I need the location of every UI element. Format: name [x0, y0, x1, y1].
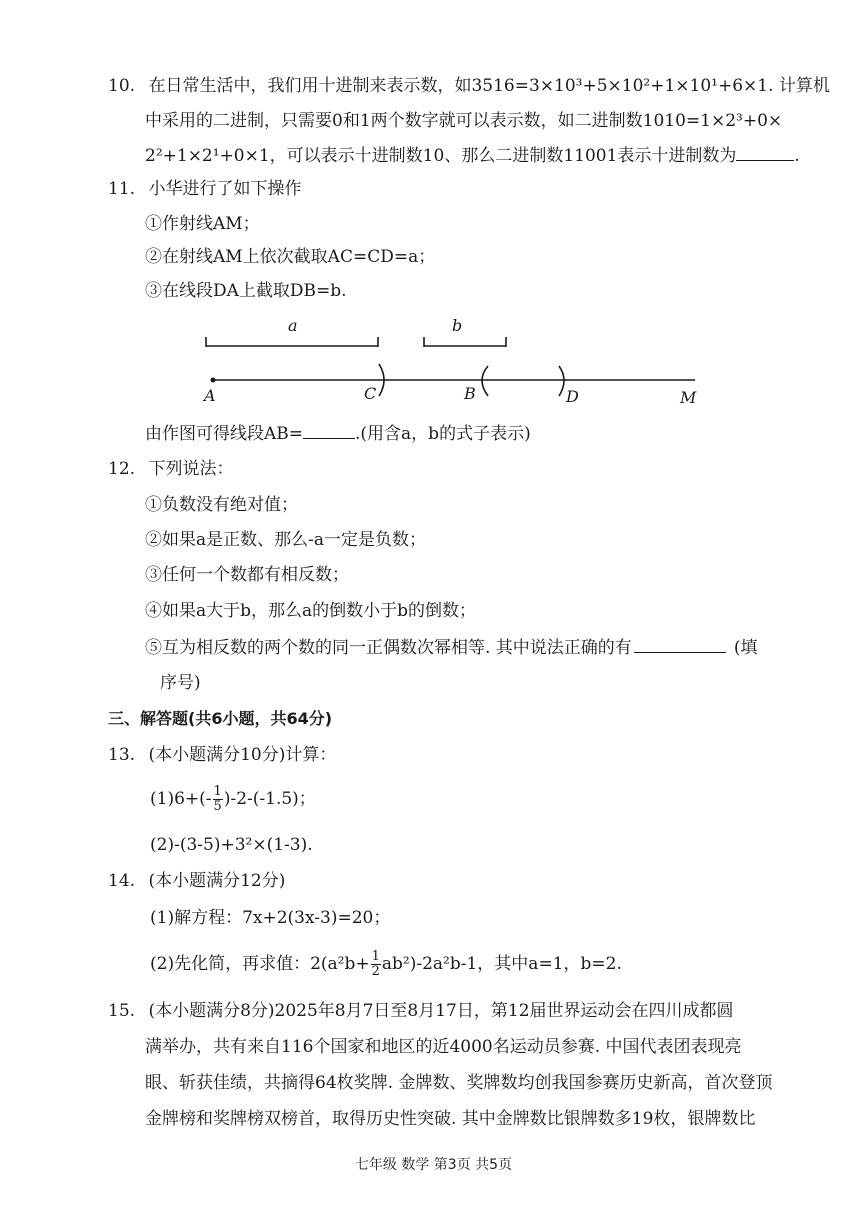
q10-answer-blank[interactable]: [736, 160, 794, 161]
point-A: [211, 378, 216, 383]
q13-part1-a: (1)6+(-: [150, 789, 212, 809]
q15-line1: [108, 1000, 734, 1022]
q10-line3: [145, 145, 800, 167]
q11-number: 11.: [108, 179, 136, 199]
q12-number: 12.: [108, 459, 136, 479]
q11-ask-end: .(用含a，b的式子表示): [355, 424, 531, 444]
q14-heading: (本小题满分12分): [148, 871, 286, 891]
q14-frac-den: 2: [371, 964, 380, 979]
q14-part2-a: (2)先化简，再求值：2(a²b+: [150, 954, 370, 974]
q10-text-3: 2²+1×2¹+0×1，可以表示十进制数10、那么二进制数11001表示十进制数为: [145, 146, 737, 166]
q14-fraction: [371, 950, 381, 979]
q11-construction-figure: [190, 310, 720, 410]
arc-B: [482, 366, 488, 396]
q10-period: .: [794, 146, 800, 166]
q13-frac-den: 5: [213, 799, 222, 814]
q15-text-2: 满举办，共有来自116个国家和地区的近4000名运动员参赛. 中国代表团表现亮: [145, 1037, 742, 1057]
q12-intro: 下列说法：: [148, 459, 234, 479]
page-footer: 七年级 数学 第3页 共5页: [354, 1157, 513, 1173]
q13-part1-b: )-2-(-1.5)；: [223, 789, 316, 809]
q13-part2: (2)-(3-5)+3²×(1-3).: [150, 835, 313, 855]
q12-line1: [108, 458, 233, 480]
label-a: a: [288, 316, 298, 335]
q12-item1: ①负数没有绝对值；: [145, 495, 298, 515]
q12-item2: ②如果a是正数、那么-a一定是负数；: [145, 530, 427, 550]
q12-item5-cont: 序号): [160, 673, 201, 693]
q14-frac-num: 1: [371, 949, 380, 964]
q14-line1: [108, 870, 285, 892]
label-M: M: [680, 388, 697, 407]
q11-intro: 小华进行了如下操作: [148, 179, 302, 199]
q15-text-4: 金牌榜和奖牌榜双榜首，取得历史性突破. 其中金牌数比银牌数多19枚，银牌数比: [145, 1109, 756, 1129]
q13-heading: (本小题满分10分)计算：: [148, 745, 337, 765]
section3-heading: 三、解答题(共6小题，共64分): [108, 709, 333, 728]
q14-part2-b: ab²)-2a²b-1，其中a=1，b=2.: [381, 954, 622, 974]
q11-question: [145, 423, 531, 445]
label-C: C: [364, 384, 377, 403]
q11-step1: ①作射线AM；: [145, 214, 260, 234]
q12-item4: ④如果a大于b，那么a的倒数小于b的倒数；: [145, 601, 477, 621]
q10-number: 10.: [108, 76, 136, 96]
q13-number: 13.: [108, 745, 136, 765]
q11-step2: ②在射线AM上依次截取AC=CD=a；: [145, 247, 436, 267]
q10-text-2: 中采用的二进制，只需要0和1两个数字就可以表示数，如二进制数1010=1×2³+0×: [145, 111, 783, 131]
q11-ask: 由作图可得线段AB=: [145, 424, 304, 444]
q12-item5: [145, 637, 757, 659]
q13-fraction: [213, 785, 223, 814]
q12-item5-end: (填: [733, 638, 758, 658]
q11-step3: ③在线段DA上截取DB=b.: [145, 281, 347, 301]
q10-text-1: 在日常生活中，我们用十进制来表示数，如3516=3×10³+5×10²+1×10¹+6×1. 计算机: [148, 76, 830, 96]
q15-number: 15.: [108, 1001, 136, 1021]
q13-line1: [108, 744, 336, 766]
label-A: A: [204, 386, 216, 405]
label-B: B: [464, 384, 476, 403]
arc-D: [559, 366, 564, 396]
q10-line1: [108, 75, 830, 97]
label-D: D: [566, 387, 579, 406]
q12-item5-text: ⑤互为相反数的两个数的同一正偶数次幂相等. 其中说法正确的有: [145, 638, 632, 658]
q13-part1: [150, 785, 316, 814]
q11-line1: [108, 178, 301, 200]
label-b: b: [452, 316, 463, 335]
q15-text-1: (本小题满分8分)2025年8月7日至8月17日，第12届世界运动会在四川成都圆: [148, 1001, 734, 1021]
q14-part1: (1)解方程：7x+2(3x-3)=20；: [150, 908, 391, 928]
q14-part2: [150, 950, 622, 979]
q15-text-3: 眼、斩获佳绩，共摘得64枚奖牌. 金牌数、奖牌数均创我国参赛历史新高，首次登顶: [145, 1073, 773, 1093]
q13-frac-num: 1: [213, 784, 222, 799]
q14-number: 14.: [108, 871, 136, 891]
q12-answer-blank[interactable]: [634, 652, 726, 653]
q11-answer-blank[interactable]: [303, 438, 355, 439]
q12-item3: ③任何一个数都有相反数；: [145, 565, 349, 585]
